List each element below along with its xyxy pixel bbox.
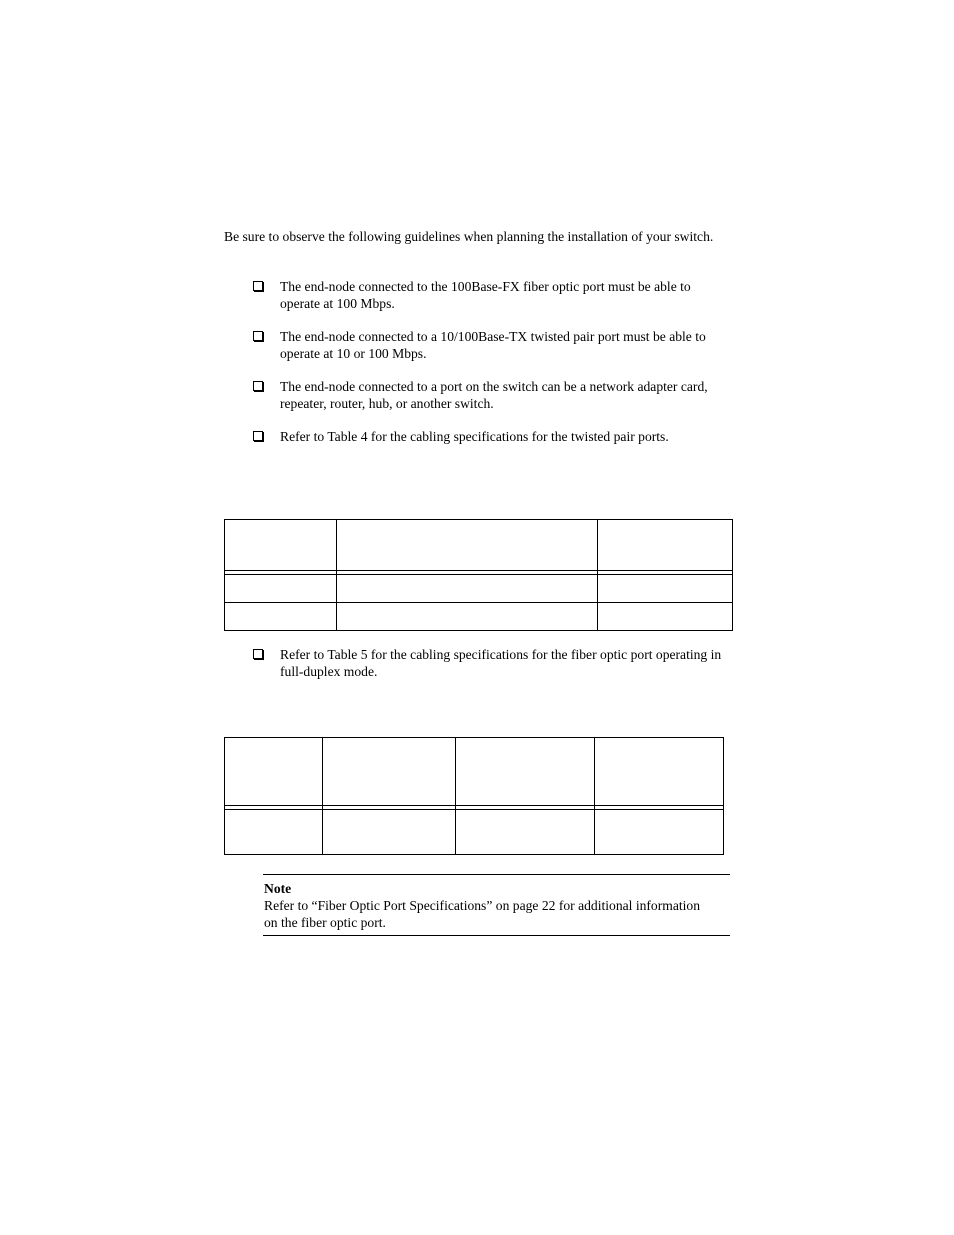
table-column-divider	[336, 520, 337, 630]
checkbox-bullet-icon	[253, 331, 263, 341]
table-header-divider	[225, 805, 723, 806]
list-item-text: The end-node connected to a 10/100Base-TX twisted pair port must be able to operate at 10 or 100 Mbps.	[280, 329, 706, 361]
note-box	[263, 874, 730, 936]
note-body: Refer to “Fiber Optic Port Specifications” on page 22 for additional information on the fiber optic port.	[264, 898, 701, 930]
checkbox-bullet-icon	[253, 649, 263, 659]
intro-paragraph: Be sure to observe the following guidelines when planning the installation of your switch.	[224, 229, 714, 244]
table-column-divider	[597, 520, 598, 630]
table-header-divider	[225, 570, 732, 571]
list-item-text: Refer to Table 5 for the cabling specifications for the fiber optic port operating in full-duplex mode.	[280, 647, 722, 679]
list-item-text: Refer to Table 4 for the cabling specifications for the twisted pair ports.	[280, 429, 669, 444]
list-item-text: The end-node connected to the 100Base-FX fiber optic port must be able to operate at 100 Mbps.	[280, 279, 691, 311]
table-header-divider	[225, 809, 723, 810]
checkbox-bullet-icon	[253, 431, 263, 441]
table-row-divider	[225, 602, 732, 603]
table-column-divider	[322, 738, 323, 854]
list-item-text: The end-node connected to a port on the switch can be a network adapter card, repeater, router, hub, or another switch.	[280, 379, 708, 411]
table-header-divider	[225, 574, 732, 575]
checkbox-bullet-icon	[253, 281, 263, 291]
table-fiber-optic	[224, 737, 724, 855]
checkbox-bullet-icon	[253, 381, 263, 391]
table-column-divider	[594, 738, 595, 854]
table-twisted-pair	[224, 519, 733, 631]
table-column-divider	[455, 738, 456, 854]
note-title: Note	[264, 881, 292, 896]
